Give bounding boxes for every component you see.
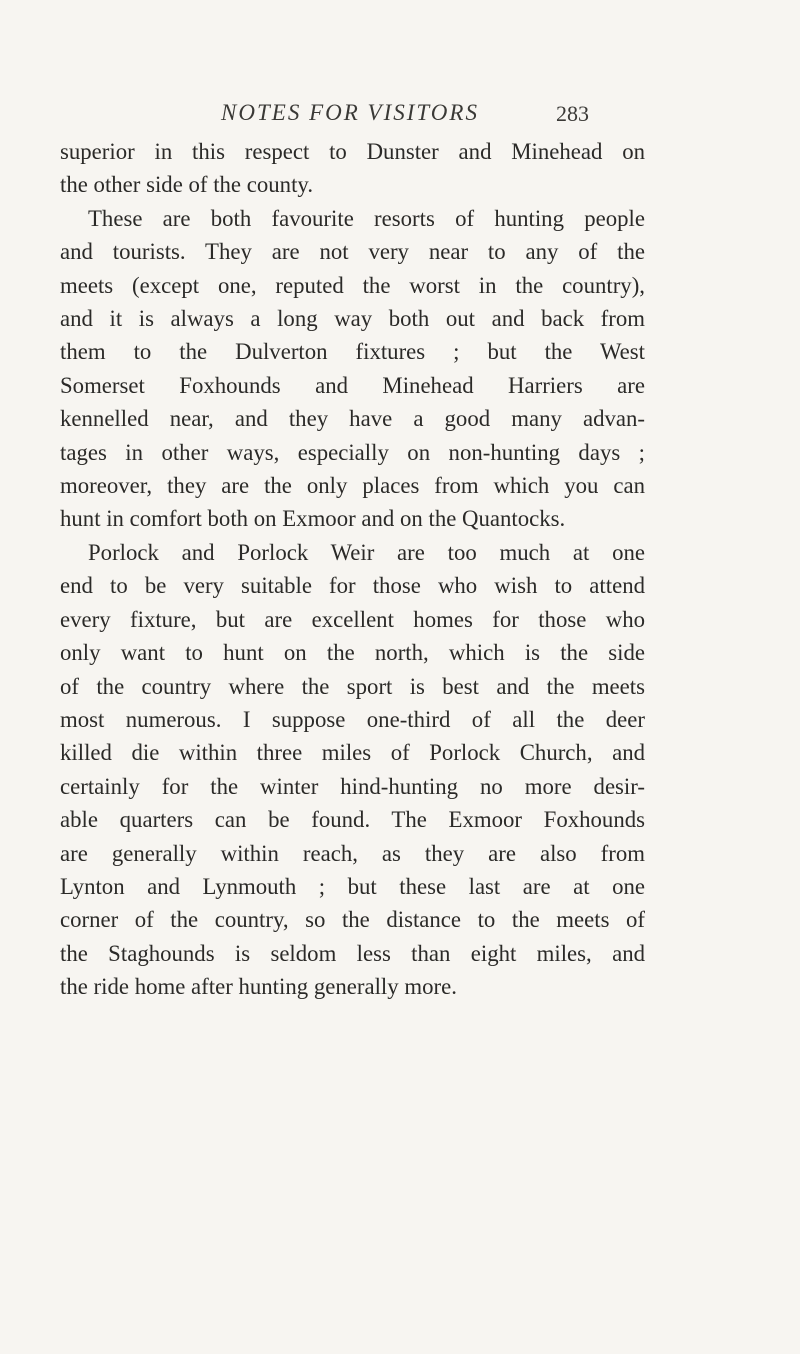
text-line: kennelled near, and they have a good many advan- xyxy=(60,406,645,432)
page-number: 283 xyxy=(556,101,589,126)
text-line: and it is always a long way both out and back from xyxy=(60,306,645,332)
text-line: corner of the country, so the distance to the meets of xyxy=(60,907,645,933)
text-line: the Staghounds is seldom less than eight miles, and xyxy=(60,940,645,966)
text-line: able quarters can be found. The Exmoor Foxhounds xyxy=(60,807,645,833)
text-line: the other side of the county. xyxy=(60,172,314,198)
text-line: hunt in comfort both on Exmoor and on the Quantocks. xyxy=(60,506,566,532)
text-line: the ride home after hunting generally more. xyxy=(60,974,457,1000)
text-line: superior in this respect to Dunster and Minehead on xyxy=(60,139,645,164)
text-line: meets (except one, reputed the worst in the country), xyxy=(60,272,645,298)
text-line: every fixture, but are excellent homes for those who xyxy=(60,606,645,632)
text-line: Porlock and Porlock Weir are too much at one xyxy=(88,539,645,565)
text-line: and tourists. They are not very near to any of the xyxy=(60,239,645,265)
text-line: of the country where the sport is best and the meets xyxy=(60,673,645,699)
text-line: killed die within three miles of Porlock Church, and xyxy=(60,740,645,766)
text-line: tages in other ways, especially on non-hunting days ; xyxy=(60,439,645,465)
text-line: These are both favourite resorts of hunting people xyxy=(88,205,645,231)
text-line: them to the Dulverton fixtures ; but the West xyxy=(60,339,645,365)
text-line: end to be very suitable for those who wish to attend xyxy=(60,573,645,599)
body-text xyxy=(60,135,645,1004)
text-line: Somerset Foxhounds and Minehead Harriers are xyxy=(60,372,645,398)
text-line: only want to hunt on the north, which is the side xyxy=(60,640,645,666)
text-line: most numerous. I suppose one-third of all the deer xyxy=(60,706,645,732)
running-head xyxy=(0,100,800,140)
running-title: NOTES FOR VISITORS xyxy=(221,100,479,125)
text-line: certainly for the winter hind-hunting no more desir- xyxy=(60,773,645,799)
text-line: are generally within reach, as they are also from xyxy=(60,840,645,866)
text-line: moreover, they are the only places from which you can xyxy=(60,473,645,499)
text-line: Lynton and Lynmouth ; but these last are at one xyxy=(60,873,645,899)
